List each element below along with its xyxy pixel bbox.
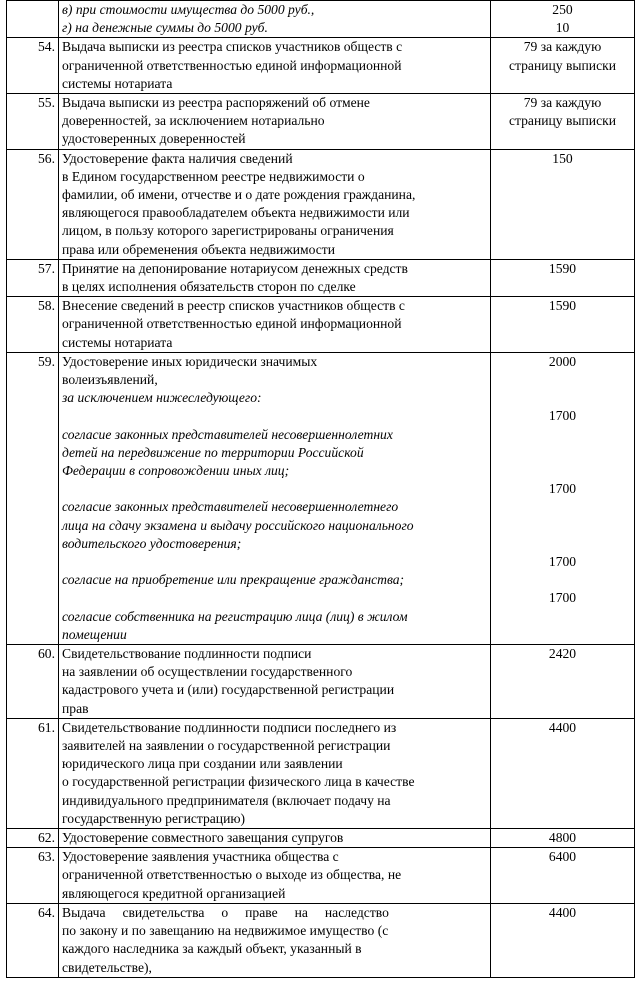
row-description: Выдача выписки из реестра распоряжений об отмене доверенностей, за исключением нотариально удостоверенных доверенностей [59,94,491,150]
row-fee: 79 за каждую страницу выписки [491,38,635,94]
table-row [7,645,635,719]
table-row [7,38,635,94]
row-description: Удостоверение заявления участника общества с ограниченной ответственностью о выходе из общества, не являющегося кредитной организацией [59,848,491,904]
row-description: Удостоверение факта наличия сведений в Едином государственном реестре недвижимости о фамилии, об имени, отчестве и о дате рождения гражданина, являющегося правообладателем объекта недвижимости или лицом, в пользу которого зарегистрированы ограничения права или обременения объекта недвижимости [59,149,491,259]
row-description: Внесение сведений в реестр списков участников обществ с ограниченной ответственностью единой информационной системы нотариата [59,297,491,353]
row-fee: 4400 [491,903,635,977]
row-fee: 4400 [491,718,635,828]
row-description: Удостоверение совместного завещания супругов [59,829,491,848]
table-row [7,149,635,259]
row-fee: 4800 [491,829,635,848]
table-row [7,352,635,644]
row-number: 55. [7,94,59,150]
row-fee: 150 [491,149,635,259]
table-row [7,94,635,150]
row-number: 54. [7,38,59,94]
exception-fee: 1700 [548,481,577,497]
exception-item: согласие законных представителей несовершеннолетнего [62,499,399,515]
row-number: 58. [7,297,59,353]
row-fee: 1590 [491,259,635,296]
row-number: 64. [7,903,59,977]
row-number: 57. [7,259,59,296]
row-number: 61. [7,718,59,828]
table-row [7,297,635,353]
row-number [7,1,59,38]
row-fee: 6400 [491,848,635,904]
table-row [7,259,635,296]
row-description: Принятие на депонирование нотариусом денежных средств в целях исполнения обязательств сторон по сделке [59,259,491,296]
exception-fee: 1700 [548,408,577,424]
exception-item: согласие законных представителей несовершеннолетних [62,426,393,442]
row-number: 63. [7,848,59,904]
row-number: 56. [7,149,59,259]
row-fee: 2420 [491,645,635,719]
row-fee: 1590 [491,297,635,353]
notary-tariffs-table [6,0,635,978]
row-description: Удостоверение иных юридически значимых волеизъявлений, за исключением нижеследующего: согласие законных представителей несовершеннолетних детей на передвижение по территории Российской Федерации в сопровождении иных лиц; согласие законных представителей несовершеннолетнего лица на сдачу экзамена и выдачу российского национального водительского удостоверения; согласие на приобретение или прекращение гражданства; согласие собственника на регистрацию лица (лиц) в жилом помещении [59,352,491,644]
table-row [7,718,635,828]
exceptions-intro: за исключением нижеследующего: [62,390,262,406]
exception-fee: 1700 [548,590,577,606]
row-description: Свидетельствование подлинности подписи на заявлении об осуществлении государственного кадастрового учета и (или) государственной регистрации прав [59,645,491,719]
row-description: Выдача выписки из реестра списков участников обществ с ограниченной ответственностью единой информационной системы нотариата [59,38,491,94]
exception-item: согласие собственника на регистрацию лица (лиц) в жилом [62,608,408,624]
row-fee: 79 за каждую страницу выписки [491,94,635,150]
row-description: Выдача свидетельства о праве на наследство по закону и по завещанию на недвижимое имущество (с каждого наследника за каждый объект, указанный в свидетельстве), [59,903,491,977]
row-description: Свидетельствование подлинности подписи последнего из заявителей на заявлении о государственной регистрации юридического лица при создании или заявлении о государственной регистрации физического лица в качестве индивидуального предпринимателя (включает подачу на государственную регистрацию) [59,718,491,828]
row-number: 62. [7,829,59,848]
row-number: 60. [7,645,59,719]
exception-fee: 1700 [548,553,577,569]
row-number: 59. [7,352,59,644]
table-row [7,903,635,977]
row-fee: 2000 1700 1700 1700 1700 [491,352,635,644]
row-description: в) при стоимости имущества до 5000 руб., г) на денежные суммы до 5000 руб. [59,1,491,38]
table-row [7,829,635,848]
table-row [7,1,635,38]
table-row [7,848,635,904]
exception-item: согласие на приобретение или прекращение гражданства; [62,572,405,588]
row-fee: 250 10 [491,1,635,38]
